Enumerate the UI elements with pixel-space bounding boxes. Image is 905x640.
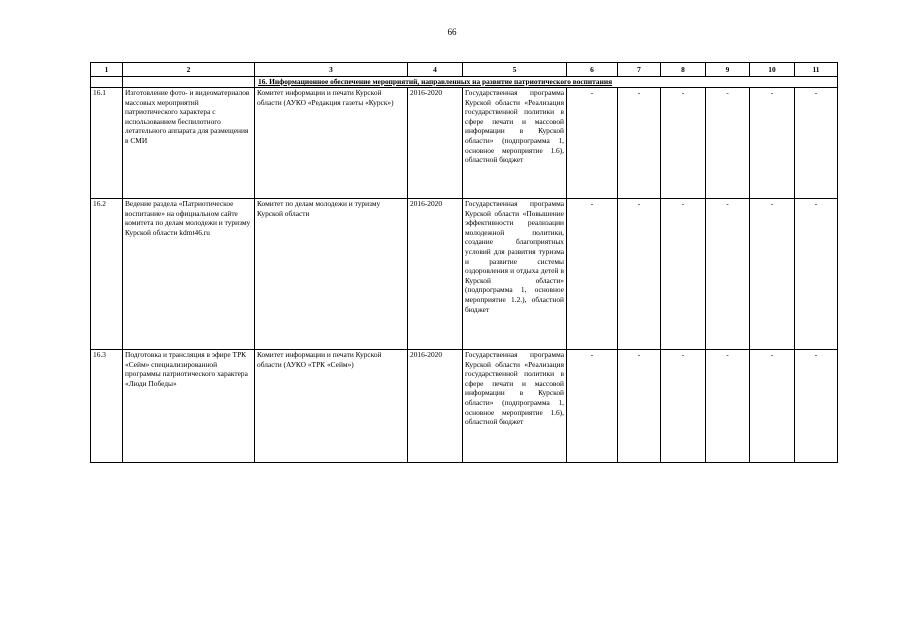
column-header: 1 <box>91 63 123 77</box>
column-header: 6 <box>567 63 618 77</box>
value-cell: - <box>750 199 795 350</box>
column-header: 7 <box>618 63 661 77</box>
period-cell: 2016-2020 <box>408 350 463 463</box>
section-spacer <box>123 77 255 88</box>
table-row <box>91 350 838 463</box>
period-cell: 2016-2020 <box>408 88 463 199</box>
period-cell: 2016-2020 <box>408 199 463 350</box>
value-cell: - <box>618 88 661 199</box>
column-header: 2 <box>123 63 255 77</box>
executor-cell: Комитет информации и печати Курской области (АУКО «Редакция газеты «Курск») <box>255 88 408 199</box>
column-header: 8 <box>661 63 706 77</box>
table-row <box>91 199 838 350</box>
table-row <box>91 88 838 199</box>
value-cell: - <box>795 199 838 350</box>
value-cell: - <box>661 88 706 199</box>
row-number: 16.2 <box>91 199 123 350</box>
data-table <box>90 62 838 463</box>
executor-cell: Комитет информации и печати Курской области (АУКО «ТРК «Сейм») <box>255 350 408 463</box>
column-header: 5 <box>463 63 567 77</box>
column-header: 10 <box>750 63 795 77</box>
value-cell: - <box>567 88 618 199</box>
executor-cell: Комитет по делам молодежи и туризму Курской области <box>255 199 408 350</box>
value-cell: - <box>750 88 795 199</box>
value-cell: - <box>661 199 706 350</box>
value-cell: - <box>618 199 661 350</box>
value-cell: - <box>706 350 750 463</box>
section-spacer <box>91 77 123 88</box>
column-header: 11 <box>795 63 838 77</box>
row-number: 16.3 <box>91 350 123 463</box>
value-cell: - <box>750 350 795 463</box>
section-row <box>91 77 838 88</box>
value-cell: - <box>706 88 750 199</box>
value-cell: - <box>567 350 618 463</box>
value-cell: - <box>795 350 838 463</box>
program-cell: Государственная программа Курской области «Повышение эффективности реализации молодежной политики, создание благоприятных условий для развития туризма и развитие системы оздоровления и отдыха детей в Курской области» (подпрограмма 1, основное мероприятие 1.2.), областной бюджет <box>463 199 567 350</box>
section-title: 16. Информационное обеспечение мероприятий, направленных на развитие патриотического воспитания <box>255 77 838 88</box>
value-cell: - <box>661 350 706 463</box>
page-number: 66 <box>447 27 457 37</box>
activity-cell: Подготовка и трансляция в эфире ТРК «Сейм» специализированной программы патриотического характера «Люди Победы» <box>123 350 255 463</box>
row-number: 16.1 <box>91 88 123 199</box>
activity-cell: Ведение раздела «Патриотическое воспитание» на официальном сайте комитета по делам молодежи и туризму Курской области kdmt46.ru <box>123 199 255 350</box>
column-header: 4 <box>408 63 463 77</box>
value-cell: - <box>795 88 838 199</box>
value-cell: - <box>706 199 750 350</box>
column-header: 3 <box>255 63 408 77</box>
column-header-row <box>91 63 838 77</box>
column-header: 9 <box>706 63 750 77</box>
value-cell: - <box>567 199 618 350</box>
value-cell: - <box>618 350 661 463</box>
program-cell: Государственная программа Курской области «Реализация государственной политики в сфере печати и массовой информации в Курской области» (подпрограмма 1, основное мероприятие 1.6), областной бюджет <box>463 88 567 199</box>
activity-cell: Изготовление фото- и видеоматериалов массовых мероприятий патриотического характера с использованием беспилотного летательного аппарата для размещения в СМИ <box>123 88 255 199</box>
program-cell: Государственная программа Курской области «Реализация государственной политики в сфере печати и массовой информации в Курской области» (подпрограмма 1, основное мероприятие 1.6), областной бюджет <box>463 350 567 463</box>
